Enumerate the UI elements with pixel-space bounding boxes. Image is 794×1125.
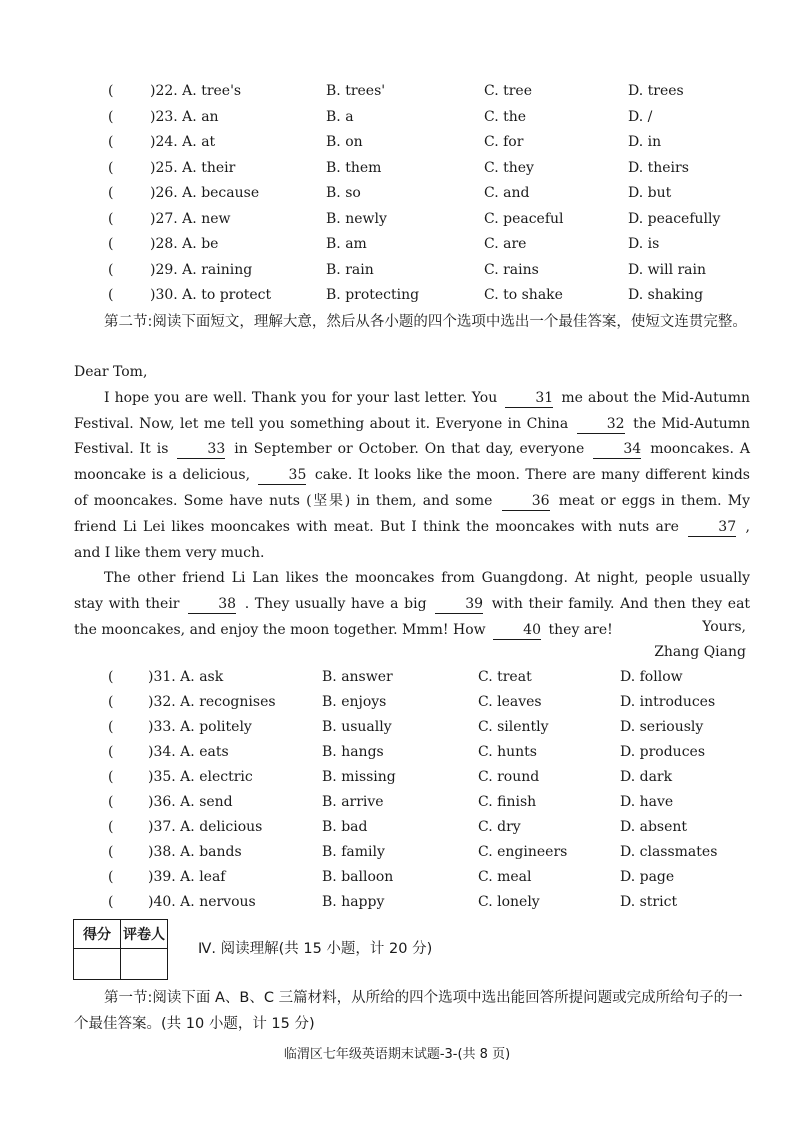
letter-signature: Zhang Qiang [654,644,746,660]
option-a: )25. A. their [150,159,236,176]
option-d: D. produces [620,744,705,760]
option-c: C. hunts [478,744,537,760]
answer-bracket[interactable]: ( [108,261,114,278]
passage-text: with their family. And then they eat the mooncakes, and enjoy the moon together. Mmm! How [74,596,751,638]
option-d: D. will rain [628,261,707,278]
question-row [0,131,794,153]
blank-34[interactable]: 34 [593,440,641,459]
option-d: D. page [620,869,675,885]
page-footer: 临渭区七年级英语期末试题-3-(共 8 页) [283,1047,511,1062]
option-d: D. follow [620,669,683,685]
option-c: C. they [484,159,534,176]
question-row [0,80,794,102]
blank-31[interactable]: 31 [505,389,553,408]
option-d: D. trees [628,83,684,99]
question-row [0,741,794,763]
option-c: C. treat [478,669,532,685]
question-row [0,157,794,179]
option-b: B. am [326,236,367,252]
option-d: D. is [628,236,660,252]
answer-bracket[interactable]: ( [108,694,114,710]
question-row [0,791,794,813]
option-c: C. peaceful [484,210,564,227]
option-b: B. missing [322,769,396,785]
question-row [0,259,794,281]
option-c: C. engineers [478,844,568,860]
option-c: C. are [484,236,527,252]
option-b: B. rain [326,261,374,278]
option-d: D. introduces [620,694,716,710]
option-c: C. silently [478,719,549,735]
answer-bracket[interactable]: ( [108,869,114,885]
passage-text: they are! [548,621,613,638]
answer-bracket[interactable]: ( [108,159,114,176]
option-b: B. happy [322,894,385,910]
option-d: D. seriously [620,719,704,735]
answer-bracket[interactable]: ( [108,210,114,227]
option-a: )34. A. eats [148,744,229,760]
answer-bracket[interactable]: ( [108,794,114,810]
option-a: )26. A. because [150,185,260,201]
option-a: )40. A. nervous [148,894,256,910]
question-row [0,208,794,230]
answer-bracket[interactable]: ( [108,719,114,735]
grader-label: 评卷人 [121,920,168,949]
option-c: C. leaves [478,694,542,710]
answer-bracket[interactable]: ( [108,83,114,99]
passage-text: meat or eggs in them. My friend Li Lei likes mooncakes with meat. But I think the mooncakes with nuts are [74,492,751,535]
option-a: )36. A. send [148,794,233,810]
option-a: )33. A. politely [148,719,252,735]
option-c: C. to shake [484,287,563,303]
section4-part1-instruction: 第一节:阅读下面 A、B、C 三篇材料，从所给的四个选项中选出能回答所提问题或完成所给句子的一个最佳答案。(共 10 小题，计 15 分) [74,990,743,1032]
option-b: B. newly [326,210,387,227]
passage-text: mooncakes. A mooncake is a delicious, [74,441,750,484]
question-row [0,691,794,713]
blank-32[interactable]: 32 [577,415,625,434]
letter-passage [74,360,750,644]
option-c: C. dry [478,819,521,835]
option-a: )22. A. tree's [150,83,242,99]
option-c: C. finish [478,794,537,810]
answer-bracket[interactable]: ( [108,287,114,303]
option-a: )29. A. raining [150,261,253,278]
answer-bracket[interactable]: ( [108,108,114,125]
option-c: C. round [478,769,540,785]
option-b: B. hangs [322,744,384,760]
passage-text: . They usually have a big [244,596,427,613]
option-a: )39. A. leaf [148,869,226,885]
option-b: B. balloon [322,869,394,885]
question-row [0,716,794,738]
question-row [0,182,794,204]
option-b: B. protecting [326,287,420,303]
option-a: )27. A. new [150,210,231,227]
question-row [0,891,794,913]
option-a: )31. A. ask [148,669,224,685]
letter-closing: Yours, [702,619,746,635]
option-b: B. family [322,844,385,860]
option-a: )32. A. recognises [148,694,276,710]
option-b: B. usually [322,719,392,735]
option-c: C. lonely [478,894,540,910]
blank-38[interactable]: 38 [188,595,236,614]
option-c: C. and [484,185,530,201]
option-d: D. but [628,185,672,201]
option-a: )35. A. electric [148,769,253,785]
option-b: B. on [326,134,363,150]
passage-text: I hope you are well. Thank you for your last letter. You [104,389,498,406]
score-table [73,919,168,980]
option-d: D. classmates [620,844,718,860]
passage-text: the Mid-Autumn Festival. It is [74,415,751,458]
score-label: 得分 [74,920,121,949]
section4-title: Ⅳ. 阅读理解(共 15 小题，计 20 分) [198,941,433,957]
option-b: B. enjoys [322,694,387,710]
option-d: D. in [628,134,662,150]
grader-entry-box[interactable] [121,949,168,980]
option-d: D. dark [620,769,673,785]
answer-bracket[interactable]: ( [108,819,114,835]
answer-bracket[interactable]: ( [108,894,114,910]
option-b: B. trees' [326,83,386,99]
passage-text: cake. It looks like the moon. There are many different kinds of mooncakes. Some have nuts (坚果) in them, and some [74,467,750,509]
option-a: )37. A. delicious [148,819,263,835]
option-d: D. peacefully [628,210,721,227]
blank-33[interactable]: 33 [177,440,225,459]
option-a: )24. A. at [150,134,216,150]
blank-37[interactable]: 37 [688,518,736,537]
answer-bracket[interactable]: ( [108,669,114,685]
option-a: )23. A. an [150,108,219,125]
blank-40[interactable]: 40 [493,621,541,640]
question-row [0,866,794,888]
option-c: C. the [484,108,527,125]
option-c: C. tree [484,83,533,99]
option-d: D. shaking [628,287,704,303]
option-b: B. answer [322,669,393,685]
section2-instruction: 第二节:阅读下面短文，理解大意，然后从各小题的四个选项中选出一个最佳答案，使短文连贯完整。 [104,314,747,330]
answer-bracket[interactable]: ( [108,769,114,785]
answer-bracket[interactable]: ( [108,744,114,760]
passage-text: in September or October. On that day, everyone [234,441,585,458]
option-c: C. meal [478,869,532,885]
passage-text: , and I like them very much. [74,518,750,561]
question-row [0,233,794,255]
option-b: B. arrive [322,794,384,810]
option-c: C. rains [484,261,539,278]
option-a: )28. A. be [150,236,219,252]
answer-bracket[interactable]: ( [108,185,114,201]
score-entry-box[interactable] [74,949,121,980]
blank-36[interactable]: 36 [502,492,550,511]
option-a: )30. A. to protect [150,287,272,303]
option-b: B. them [326,159,382,176]
option-b: B. bad [322,819,368,835]
option-b: B. a [326,108,354,125]
question-row [0,816,794,838]
passage-text: me about the Mid-Autumn Festival. Now, let me tell you something about it. Everyone in China [74,389,751,432]
letter-greeting: Dear Tom, [74,364,148,380]
option-d: D. have [620,794,674,810]
letter-signoff [546,615,746,665]
option-b: B. so [326,185,361,201]
blank-39[interactable]: 39 [435,595,483,614]
answer-bracket[interactable]: ( [108,844,114,860]
passage-text: The other friend Li Lan likes the mooncakes from Guangdong. At night, people usually stay with their [74,570,750,613]
option-a: )38. A. bands [148,844,242,860]
option-d: D. theirs [628,159,689,176]
option-d: D. strict [620,894,678,910]
question-row [0,284,794,306]
letter-paragraph-1 [74,386,750,567]
question-row [0,766,794,788]
option-d: D. / [628,108,653,125]
answer-bracket[interactable]: ( [108,134,114,150]
option-c: C. for [484,134,524,150]
question-row [0,666,794,688]
answer-bracket[interactable]: ( [108,236,114,252]
question-row [0,106,794,128]
option-d: D. absent [620,819,688,835]
question-row [0,841,794,863]
blank-35[interactable]: 35 [258,466,306,485]
